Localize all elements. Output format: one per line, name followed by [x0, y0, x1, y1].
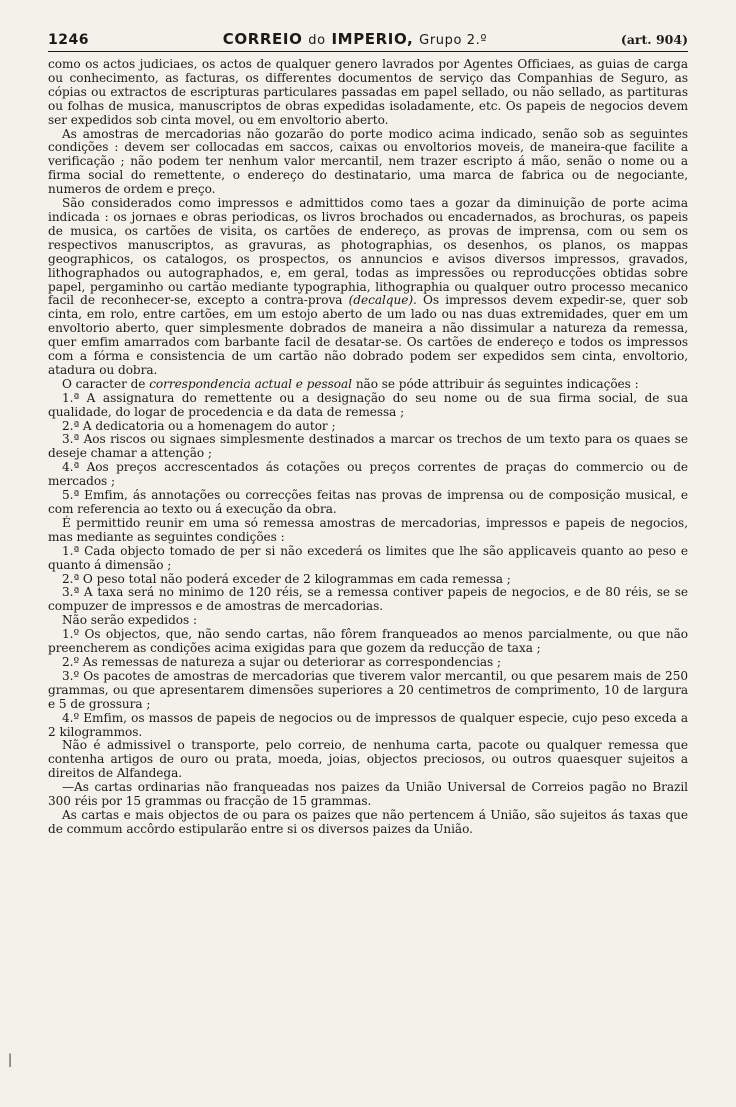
paragraph-amostras: As amostras de mercadorias não gozarão do porte modico acima indicado, senão sob as seguintes condições : devem ser collocadas em saccos, caixas ou envoltorios moveis, de maneira-que facilite a verificação ; não podem ter nenhum valor mercantil, nem trazer escripto á mão, senão o nome ou a firma social do remettente, o endereço do destinatario, uma marca de fabrica ou de negociante, numeros de ordem e preço.	[48, 126, 688, 197]
title-do: do	[308, 33, 326, 48]
running-title	[223, 30, 487, 48]
impressos-tail: Os impressos devem expedir-se, quer sob cinta, em rolo, entre cartões, em um estojo aberto de um lado ou nas duas extremidades, quer em um envoltorio aberto, quer simplesmente dobrados de maneira a não dissimular a natureza da remessa, quer emfim amarrados com barbante facil de desatar-se. Os cartões de endereço e todos os impressos com a fórma e consistencia de um cartão não dobrado podem ser expedidos sem cinta, envoltorio, atadura ou dobra.	[48, 293, 688, 377]
list-item: 3.ª A taxa será no minimo de 120 réis, se a remessa contiver papeis de negocios, e de 80 réis, se se compuzer de impressos e de amostras de mercadorias.	[48, 585, 688, 614]
title-main: CORREIO	[222, 30, 303, 48]
paragraph-caracter	[48, 378, 688, 392]
caracter-italic: correspondencia actual e pessoal	[149, 376, 353, 391]
document-page	[48, 30, 688, 837]
impressos-text: São considerados como impressos e admittidos como taes a gozar da diminuição de porte acima indicada : os jornaes e obras periodicas, os livros brochados ou encadernados, as brochuras, os papeis de musica, os cartões de visita, os cartões de endereço, as provas de imprensa, com ou sem os respectivos manuscriptos, as gravuras, as photographias, os desenhos, os planos, os mappas geographicos, os catalogos, os prospectos, os annuncios e avisos diversos impressos, gravados, lithographados ou autographados, e, em geral, todas as impressões ou reproducções obtidas sobre papel, pergaminho ou cartão mediante typographia, lithographia ou qualquer outro processo mecanico facil de reconhecer-se, excepto a contra-prova	[48, 196, 688, 308]
caracter-lead: O caracter de	[62, 376, 146, 391]
paragraph-cartas-ordinarias: —As cartas ordinarias não franqueadas nos paizes da União Universal de Correios pagão no Brazil 300 réis por 15 grammas ou fracção de 15 grammas.	[48, 780, 688, 809]
caracter-tail: não se póde attribuir ás seguintes indicações :	[355, 376, 639, 391]
page-number: 1246	[48, 32, 89, 48]
margin-mark: ǀ	[8, 1052, 13, 1068]
list-item: 3.º Os pacotes de amostras de mercadorias que tiverem valor mercantil, ou que pesarem mais de 250 grammas, ou que apresentarem dimensões superiores a 20 centimetros de comprimento, 10 de largura e 5 de grossura ;	[48, 668, 688, 711]
group-label: Grupo 2.º	[419, 33, 488, 48]
list-item: 1.ª A assignatura do remettente ou a designação do seu nome ou de sua firma social, de sua qualidade, do logar de procedencia e da data de remessa ;	[48, 390, 688, 419]
list-item: 4.ª Aos preços accrescentados ás cotações ou preços correntes de praças do commercio ou de mercados ;	[48, 460, 688, 489]
paragraph-transporte: Não é admissivel o transporte, pelo correio, de nenhuma carta, pacote ou qualquer remessa que contenha artigos de ouro ou prata, moeda, joias, objectos preciosos, ou outros quaesquer sujeitos a direitos de Alfandega.	[48, 738, 688, 781]
list-item: 2.ª A dedicatoria ou a homenagem do autor ;	[62, 418, 336, 433]
list-item: 1.ª Cada objecto tomado de per si não excederá os limites que lhe são applicaveis quanto ao peso e quanto á dimensão ;	[48, 543, 688, 572]
paragraph-1: como os actos judiciaes, os actos de qualquer genero lavrados por Agentes Officiaes, as guias de carga ou conhecimento, as facturas, os differentes documentos de serviço das Companhias de Seguro, as cópias ou extractos de escripturas particulares passadas em papel sellado, ou não sellado, as partituras ou folhas de musica, manuscriptos de obras expedidas isoladamente, etc. Os papeis de negocios devem ser expedidos sob cinta movel, ou em envoltorio aberto.	[48, 57, 688, 127]
list-item: 1.º Os objectos, que, não sendo cartas, não fôrem franqueados ao menos parcialmente, ou que não preencherem as condições acima exigidas para que gozem da reducção de taxa ;	[48, 627, 688, 656]
list-item: 2.ª O peso total não poderá exceder de 2 kilogrammas em cada remessa ;	[62, 571, 511, 586]
paragraph-reunir: É permittido reunir em uma só remessa amostras de mercadorias, impressos e papeis de negocios, mas mediante as seguintes condições :	[48, 515, 688, 544]
list-item: 5.ª Emfim, ás annotações ou correcções feitas nas provas de imprensa ou de composição musical, e com referencia ao texto ou á execução da obra.	[48, 488, 688, 516]
paragraph-nao-expedidos: Não serão expedidos :	[62, 613, 197, 628]
list-item: 3.ª Aos riscos ou signaes simplesmente destinados a marcar os trechos de um texto para os quaes se deseje chamar a attenção ;	[48, 432, 688, 461]
article-reference: (art. 904)	[620, 32, 688, 47]
article-text	[48, 58, 688, 837]
list-item: 2.º As remessas de natureza a sujar ou deteriorar as correspondencias ;	[62, 654, 502, 669]
title-rest: IMPERIO,	[331, 30, 414, 48]
paragraph-impressos	[48, 197, 688, 378]
decalque-term: (decalque).	[348, 293, 417, 308]
page-header	[48, 30, 688, 52]
paragraph-uniao: As cartas e mais objectos de ou para os paizes que não pertencem á União, são sujeitos ás taxas que de commum accôrdo estipularão entre si os diversos paizes da União.	[48, 807, 688, 836]
list-item: 4.º Emfim, os massos de papeis de negocios ou de impressos de qualquer especie, cujo peso exceda a 2 kilogrammos.	[48, 710, 688, 739]
